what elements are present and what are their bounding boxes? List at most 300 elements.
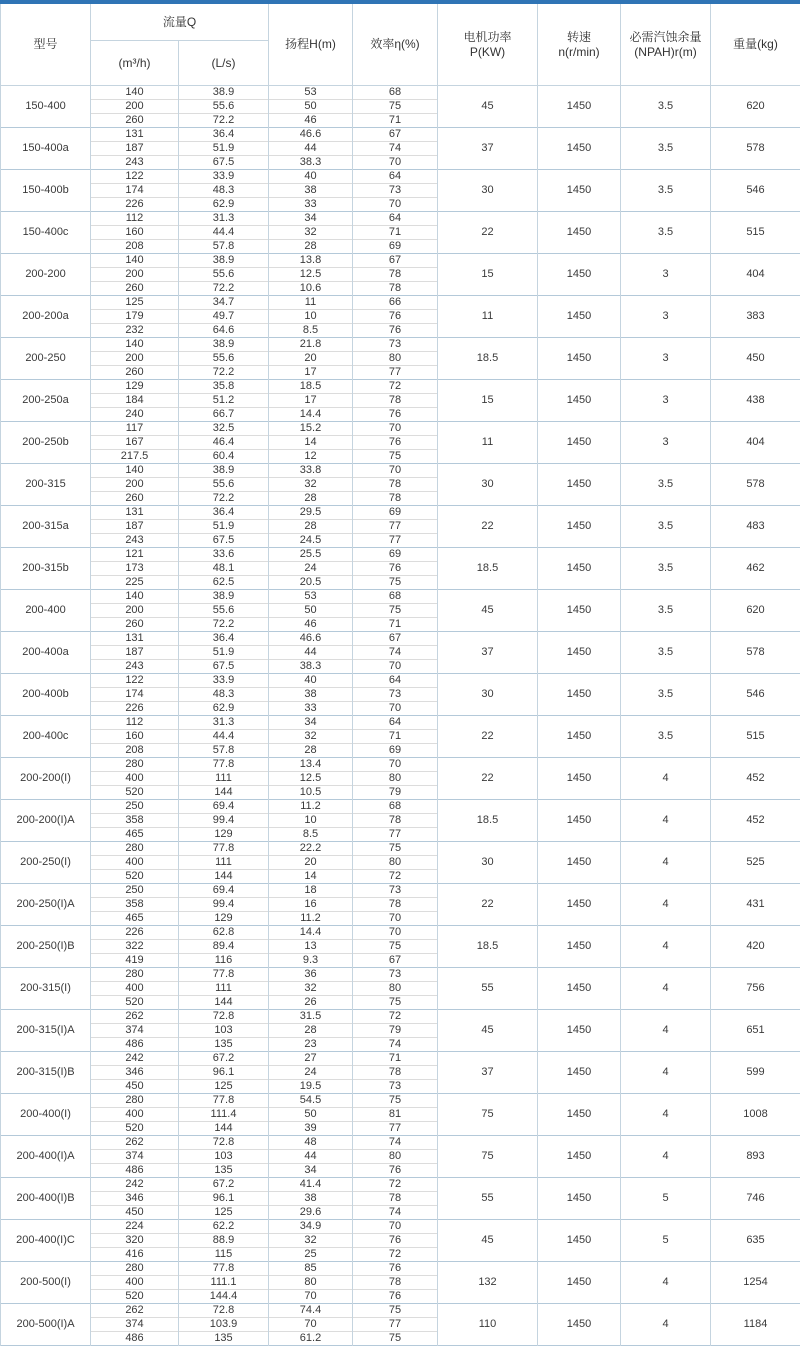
weight-cell: 651	[711, 1010, 800, 1052]
header-efficiency: 效率η(%)	[353, 4, 438, 86]
header-flow: 流量Q	[91, 4, 269, 41]
efficiency-cell: 76	[353, 436, 438, 450]
spec-table-body	[1, 86, 800, 1346]
head-cell: 28	[269, 520, 353, 534]
head-cell: 34.9	[269, 1220, 353, 1234]
efficiency-cell: 75	[353, 604, 438, 618]
spec-row	[1, 1262, 800, 1276]
flow-ls-cell: 57.8	[179, 744, 269, 758]
flow-m3h-cell: 374	[91, 1150, 179, 1164]
head-cell: 34	[269, 1164, 353, 1178]
head-cell: 32	[269, 730, 353, 744]
flow-m3h-cell: 374	[91, 1024, 179, 1038]
speed-cell: 1450	[538, 86, 621, 128]
npsh-cell: 4	[621, 758, 711, 800]
spec-row	[1, 1052, 800, 1066]
pump-spec-table	[0, 4, 800, 1346]
flow-m3h-cell: 486	[91, 1164, 179, 1178]
model-cell: 200-250a	[1, 380, 91, 422]
head-cell: 14.4	[269, 408, 353, 422]
weight-cell: 620	[711, 86, 800, 128]
speed-cell: 1450	[538, 674, 621, 716]
head-cell: 34	[269, 716, 353, 730]
efficiency-cell: 78	[353, 268, 438, 282]
power-cell: 45	[438, 1010, 538, 1052]
efficiency-cell: 68	[353, 590, 438, 604]
flow-m3h-cell: 520	[91, 786, 179, 800]
power-cell: 18.5	[438, 800, 538, 842]
npsh-cell: 3	[621, 296, 711, 338]
flow-m3h-cell: 187	[91, 142, 179, 156]
spec-row	[1, 632, 800, 646]
flow-ls-cell: 103.9	[179, 1318, 269, 1332]
head-cell: 13.8	[269, 254, 353, 268]
flow-ls-cell: 72.8	[179, 1010, 269, 1024]
efficiency-cell: 70	[353, 422, 438, 436]
efficiency-cell: 66	[353, 296, 438, 310]
efficiency-cell: 73	[353, 688, 438, 702]
power-cell: 22	[438, 506, 538, 548]
power-cell: 110	[438, 1304, 538, 1346]
efficiency-cell: 75	[353, 842, 438, 856]
head-cell: 9.3	[269, 954, 353, 968]
flow-m3h-cell: 280	[91, 842, 179, 856]
flow-ls-cell: 77.8	[179, 968, 269, 982]
power-cell: 22	[438, 212, 538, 254]
speed-cell: 1450	[538, 590, 621, 632]
model-cell: 200-315(I)	[1, 968, 91, 1010]
flow-m3h-cell: 240	[91, 408, 179, 422]
model-cell: 200-315	[1, 464, 91, 506]
spec-row	[1, 674, 800, 688]
efficiency-cell: 74	[353, 1136, 438, 1150]
efficiency-cell: 68	[353, 86, 438, 100]
efficiency-cell: 64	[353, 170, 438, 184]
head-cell: 13	[269, 940, 353, 954]
model-cell: 200-400b	[1, 674, 91, 716]
weight-cell: 452	[711, 800, 800, 842]
efficiency-cell: 69	[353, 506, 438, 520]
speed-cell: 1450	[538, 926, 621, 968]
efficiency-cell: 70	[353, 464, 438, 478]
flow-m3h-cell: 242	[91, 1052, 179, 1066]
spec-table-header	[1, 4, 800, 86]
npsh-cell: 3.5	[621, 548, 711, 590]
flow-m3h-cell: 520	[91, 870, 179, 884]
flow-m3h-cell: 260	[91, 114, 179, 128]
flow-m3h-cell: 280	[91, 1262, 179, 1276]
flow-m3h-cell: 200	[91, 352, 179, 366]
flow-m3h-cell: 450	[91, 1080, 179, 1094]
spec-row	[1, 86, 800, 100]
flow-ls-cell: 77.8	[179, 758, 269, 772]
flow-ls-cell: 38.9	[179, 338, 269, 352]
header-weight: 重量(kg)	[711, 4, 800, 86]
spec-row	[1, 926, 800, 940]
flow-ls-cell: 38.9	[179, 254, 269, 268]
flow-m3h-cell: 346	[91, 1192, 179, 1206]
flow-ls-cell: 67.5	[179, 534, 269, 548]
npsh-cell: 3.5	[621, 590, 711, 632]
head-cell: 14	[269, 870, 353, 884]
header-speed-line2: n(r/min)	[558, 45, 599, 59]
head-cell: 53	[269, 86, 353, 100]
flow-m3h-cell: 358	[91, 898, 179, 912]
flow-m3h-cell: 131	[91, 128, 179, 142]
npsh-cell: 4	[621, 1094, 711, 1136]
flow-m3h-cell: 465	[91, 912, 179, 926]
flow-ls-cell: 38.9	[179, 86, 269, 100]
head-cell: 17	[269, 366, 353, 380]
npsh-cell: 3.5	[621, 632, 711, 674]
spec-row	[1, 1178, 800, 1192]
head-cell: 54.5	[269, 1094, 353, 1108]
flow-m3h-cell: 280	[91, 968, 179, 982]
flow-ls-cell: 72.2	[179, 366, 269, 380]
flow-ls-cell: 111.4	[179, 1108, 269, 1122]
efficiency-cell: 77	[353, 534, 438, 548]
model-cell: 200-400(I)A	[1, 1136, 91, 1178]
flow-m3h-cell: 465	[91, 828, 179, 842]
speed-cell: 1450	[538, 716, 621, 758]
flow-m3h-cell: 140	[91, 254, 179, 268]
flow-m3h-cell: 200	[91, 268, 179, 282]
flow-m3h-cell: 179	[91, 310, 179, 324]
spec-row	[1, 1304, 800, 1318]
flow-m3h-cell: 400	[91, 772, 179, 786]
flow-ls-cell: 111	[179, 982, 269, 996]
head-cell: 40	[269, 170, 353, 184]
flow-ls-cell: 129	[179, 912, 269, 926]
power-cell: 30	[438, 170, 538, 212]
head-cell: 12.5	[269, 268, 353, 282]
weight-cell: 420	[711, 926, 800, 968]
head-cell: 25.5	[269, 548, 353, 562]
efficiency-cell: 80	[353, 352, 438, 366]
speed-cell: 1450	[538, 1304, 621, 1346]
npsh-cell: 3.5	[621, 716, 711, 758]
head-cell: 11	[269, 296, 353, 310]
weight-cell: 1008	[711, 1094, 800, 1136]
flow-ls-cell: 62.9	[179, 198, 269, 212]
header-speed	[538, 4, 621, 86]
weight-cell: 746	[711, 1178, 800, 1220]
flow-ls-cell: 77.8	[179, 1094, 269, 1108]
head-cell: 50	[269, 1108, 353, 1122]
efficiency-cell: 75	[353, 1094, 438, 1108]
spec-row	[1, 716, 800, 730]
efficiency-cell: 78	[353, 898, 438, 912]
weight-cell: 635	[711, 1220, 800, 1262]
power-cell: 45	[438, 86, 538, 128]
head-cell: 17	[269, 394, 353, 408]
flow-ls-cell: 135	[179, 1164, 269, 1178]
power-cell: 45	[438, 1220, 538, 1262]
flow-m3h-cell: 419	[91, 954, 179, 968]
speed-cell: 1450	[538, 1094, 621, 1136]
flow-m3h-cell: 225	[91, 576, 179, 590]
flow-m3h-cell: 131	[91, 506, 179, 520]
npsh-cell: 3.5	[621, 674, 711, 716]
header-npsh-line1: 必需汽蚀余量	[629, 30, 701, 44]
spec-row	[1, 1094, 800, 1108]
npsh-cell: 3.5	[621, 170, 711, 212]
model-cell: 200-200a	[1, 296, 91, 338]
flow-m3h-cell: 260	[91, 366, 179, 380]
weight-cell: 383	[711, 296, 800, 338]
npsh-cell: 5	[621, 1220, 711, 1262]
weight-cell: 578	[711, 128, 800, 170]
flow-ls-cell: 129	[179, 828, 269, 842]
head-cell: 74.4	[269, 1304, 353, 1318]
efficiency-cell: 78	[353, 492, 438, 506]
flow-m3h-cell: 250	[91, 800, 179, 814]
efficiency-cell: 69	[353, 240, 438, 254]
flow-ls-cell: 135	[179, 1038, 269, 1052]
header-power-line2: P(KW)	[470, 45, 505, 59]
efficiency-cell: 72	[353, 380, 438, 394]
head-cell: 23	[269, 1038, 353, 1052]
head-cell: 24.5	[269, 534, 353, 548]
speed-cell: 1450	[538, 884, 621, 926]
speed-cell: 1450	[538, 758, 621, 800]
flow-ls-cell: 96.1	[179, 1192, 269, 1206]
head-cell: 36	[269, 968, 353, 982]
head-cell: 33	[269, 702, 353, 716]
head-cell: 85	[269, 1262, 353, 1276]
power-cell: 37	[438, 128, 538, 170]
flow-ls-cell: 34.7	[179, 296, 269, 310]
flow-ls-cell: 115	[179, 1248, 269, 1262]
head-cell: 20	[269, 352, 353, 366]
flow-ls-cell: 32.5	[179, 422, 269, 436]
flow-ls-cell: 44.4	[179, 730, 269, 744]
flow-ls-cell: 66.7	[179, 408, 269, 422]
efficiency-cell: 76	[353, 1262, 438, 1276]
flow-m3h-cell: 226	[91, 702, 179, 716]
model-cell: 200-400(I)C	[1, 1220, 91, 1262]
flow-ls-cell: 62.8	[179, 926, 269, 940]
power-cell: 22	[438, 716, 538, 758]
flow-ls-cell: 135	[179, 1332, 269, 1346]
flow-m3h-cell: 260	[91, 618, 179, 632]
header-speed-line1: 转速	[567, 30, 591, 44]
efficiency-cell: 64	[353, 674, 438, 688]
efficiency-cell: 76	[353, 1290, 438, 1304]
spec-row	[1, 590, 800, 604]
efficiency-cell: 70	[353, 702, 438, 716]
weight-cell: 756	[711, 968, 800, 1010]
head-cell: 14.4	[269, 926, 353, 940]
efficiency-cell: 64	[353, 716, 438, 730]
flow-m3h-cell: 250	[91, 884, 179, 898]
head-cell: 38	[269, 688, 353, 702]
flow-m3h-cell: 374	[91, 1318, 179, 1332]
spec-row	[1, 380, 800, 394]
head-cell: 20	[269, 856, 353, 870]
head-cell: 70	[269, 1318, 353, 1332]
efficiency-cell: 72	[353, 870, 438, 884]
head-cell: 28	[269, 1024, 353, 1038]
header-power-line1: 电机功率	[463, 30, 511, 44]
power-cell: 30	[438, 464, 538, 506]
npsh-cell: 3.5	[621, 464, 711, 506]
efficiency-cell: 64	[353, 212, 438, 226]
flow-ls-cell: 36.4	[179, 128, 269, 142]
model-cell: 200-315(I)A	[1, 1010, 91, 1052]
head-cell: 21.8	[269, 338, 353, 352]
flow-ls-cell: 69.4	[179, 884, 269, 898]
flow-ls-cell: 48.1	[179, 562, 269, 576]
npsh-cell: 4	[621, 1010, 711, 1052]
flow-ls-cell: 35.8	[179, 380, 269, 394]
flow-ls-cell: 31.3	[179, 716, 269, 730]
weight-cell: 1254	[711, 1262, 800, 1304]
model-cell: 200-400(I)B	[1, 1178, 91, 1220]
flow-ls-cell: 88.9	[179, 1234, 269, 1248]
head-cell: 14	[269, 436, 353, 450]
weight-cell: 404	[711, 254, 800, 296]
header-model: 型号	[1, 4, 91, 86]
flow-m3h-cell: 140	[91, 338, 179, 352]
speed-cell: 1450	[538, 296, 621, 338]
flow-m3h-cell: 242	[91, 1178, 179, 1192]
flow-m3h-cell: 262	[91, 1136, 179, 1150]
spec-row	[1, 212, 800, 226]
flow-m3h-cell: 184	[91, 394, 179, 408]
model-cell: 200-400c	[1, 716, 91, 758]
head-cell: 25	[269, 1248, 353, 1262]
flow-ls-cell: 144.4	[179, 1290, 269, 1304]
flow-ls-cell: 62.5	[179, 576, 269, 590]
flow-m3h-cell: 520	[91, 996, 179, 1010]
model-cell: 200-315(I)B	[1, 1052, 91, 1094]
speed-cell: 1450	[538, 548, 621, 590]
spec-row	[1, 1220, 800, 1234]
power-cell: 11	[438, 422, 538, 464]
flow-m3h-cell: 187	[91, 520, 179, 534]
head-cell: 32	[269, 1234, 353, 1248]
power-cell: 132	[438, 1262, 538, 1304]
flow-m3h-cell: 520	[91, 1122, 179, 1136]
efficiency-cell: 71	[353, 1052, 438, 1066]
flow-ls-cell: 144	[179, 870, 269, 884]
flow-m3h-cell: 262	[91, 1304, 179, 1318]
model-cell: 200-250	[1, 338, 91, 380]
efficiency-cell: 77	[353, 1122, 438, 1136]
weight-cell: 546	[711, 170, 800, 212]
flow-m3h-cell: 260	[91, 282, 179, 296]
flow-m3h-cell: 173	[91, 562, 179, 576]
head-cell: 12	[269, 450, 353, 464]
head-cell: 38.3	[269, 660, 353, 674]
flow-m3h-cell: 243	[91, 156, 179, 170]
head-cell: 44	[269, 1150, 353, 1164]
spec-row	[1, 170, 800, 184]
spec-row	[1, 842, 800, 856]
efficiency-cell: 76	[353, 562, 438, 576]
weight-cell: 1184	[711, 1304, 800, 1346]
speed-cell: 1450	[538, 632, 621, 674]
efficiency-cell: 73	[353, 1080, 438, 1094]
flow-ls-cell: 67.5	[179, 156, 269, 170]
flow-m3h-cell: 262	[91, 1010, 179, 1024]
flow-ls-cell: 38.9	[179, 464, 269, 478]
flow-m3h-cell: 486	[91, 1038, 179, 1052]
head-cell: 11.2	[269, 912, 353, 926]
efficiency-cell: 75	[353, 996, 438, 1010]
speed-cell: 1450	[538, 380, 621, 422]
model-cell: 150-400a	[1, 128, 91, 170]
efficiency-cell: 72	[353, 1248, 438, 1262]
flow-ls-cell: 48.3	[179, 184, 269, 198]
efficiency-cell: 74	[353, 1206, 438, 1220]
flow-ls-cell: 103	[179, 1024, 269, 1038]
flow-ls-cell: 77.8	[179, 1262, 269, 1276]
head-cell: 26	[269, 996, 353, 1010]
efficiency-cell: 77	[353, 828, 438, 842]
power-cell: 45	[438, 590, 538, 632]
flow-m3h-cell: 140	[91, 464, 179, 478]
efficiency-cell: 67	[353, 954, 438, 968]
head-cell: 18	[269, 884, 353, 898]
head-cell: 44	[269, 646, 353, 660]
efficiency-cell: 69	[353, 744, 438, 758]
flow-ls-cell: 55.6	[179, 478, 269, 492]
efficiency-cell: 74	[353, 1038, 438, 1052]
model-cell: 200-500(I)A	[1, 1304, 91, 1346]
head-cell: 19.5	[269, 1080, 353, 1094]
flow-m3h-cell: 200	[91, 604, 179, 618]
model-cell: 200-200	[1, 254, 91, 296]
header-flow-ls: (L/s)	[179, 41, 269, 86]
head-cell: 44	[269, 142, 353, 156]
npsh-cell: 3	[621, 338, 711, 380]
flow-m3h-cell: 322	[91, 940, 179, 954]
efficiency-cell: 74	[353, 142, 438, 156]
flow-ls-cell: 64.6	[179, 324, 269, 338]
efficiency-cell: 74	[353, 646, 438, 660]
flow-ls-cell: 89.4	[179, 940, 269, 954]
speed-cell: 1450	[538, 968, 621, 1010]
flow-m3h-cell: 400	[91, 1276, 179, 1290]
flow-m3h-cell: 346	[91, 1066, 179, 1080]
efficiency-cell: 80	[353, 772, 438, 786]
head-cell: 11.2	[269, 800, 353, 814]
flow-m3h-cell: 112	[91, 212, 179, 226]
efficiency-cell: 70	[353, 198, 438, 212]
model-cell: 200-250(I)	[1, 842, 91, 884]
power-cell: 18.5	[438, 926, 538, 968]
speed-cell: 1450	[538, 212, 621, 254]
efficiency-cell: 77	[353, 1318, 438, 1332]
head-cell: 8.5	[269, 828, 353, 842]
model-cell: 200-315b	[1, 548, 91, 590]
npsh-cell: 4	[621, 842, 711, 884]
head-cell: 20.5	[269, 576, 353, 590]
spec-row	[1, 422, 800, 436]
power-cell: 30	[438, 842, 538, 884]
power-cell: 37	[438, 1052, 538, 1094]
efficiency-cell: 75	[353, 1304, 438, 1318]
power-cell: 18.5	[438, 338, 538, 380]
npsh-cell: 3	[621, 380, 711, 422]
head-cell: 12.5	[269, 772, 353, 786]
weight-cell: 431	[711, 884, 800, 926]
npsh-cell: 4	[621, 884, 711, 926]
flow-m3h-cell: 140	[91, 86, 179, 100]
speed-cell: 1450	[538, 1052, 621, 1094]
